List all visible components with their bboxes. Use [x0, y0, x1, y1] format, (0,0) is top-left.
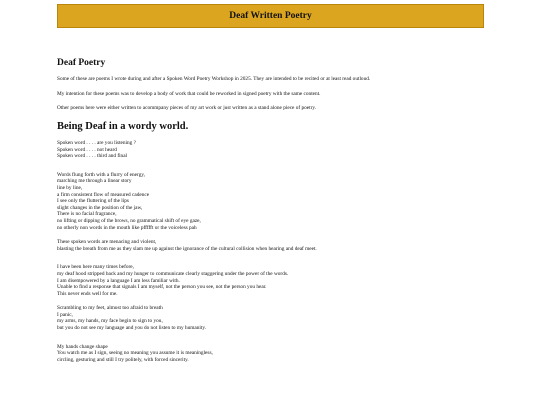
poem-line: slight changes in the position of the jaw,: [57, 204, 143, 211]
poem-line: Spoken word . . . . are you listening ?: [57, 140, 136, 146]
poem-line: but you do not see my language and you do not listen to my humanity.: [57, 325, 206, 332]
poem-stanza: [57, 344, 487, 364]
poem-line: This never ends well for me.: [57, 290, 118, 297]
intro-paragraph: My intention for these poems was to develop a body of work that could be reworked in signed poetry with the same content.: [57, 90, 321, 97]
poem-line: Words flung forth with a flurry of energy,: [57, 171, 145, 178]
main-content: [57, 58, 487, 371]
section-heading-deaf-poetry: Deaf Poetry: [57, 58, 106, 68]
poem-line: blasting the breath from me as they slam me up against the ignorance of the cultural collision when hearing and deaf meet.: [57, 245, 317, 252]
poem-stanza: [57, 264, 487, 297]
poem-stanza: [57, 172, 487, 231]
poem-line: My hands change shape: [57, 343, 108, 350]
intro-paragraph: Some of these are poems I wrote during and after a Spoken Word Poetry Workshop in 2025. They are intended to be recited or at least read outloud.: [57, 76, 371, 82]
poem-title: Being Deaf in a wordy world.: [57, 121, 189, 132]
poem-line: my arms, my hands, my face begin to sign to you,: [57, 318, 163, 325]
poem-line: I am disempowered by a language I am less familiar with.: [57, 277, 180, 284]
poem-stanza: [57, 239, 487, 252]
poem-line: These spoken words are menacing and violent,: [57, 239, 157, 246]
poem-line: a firm consistent flow of measured cadence: [57, 191, 150, 198]
page-header-banner: [57, 4, 484, 28]
poem-line: I panic,: [57, 311, 73, 318]
intro-paragraph: Other poems here were either written to acommpany pieces of my art work or just written as a stand alone piece of poetry.: [57, 105, 316, 111]
poem-line: I have been here many times before,: [57, 264, 134, 271]
poem-line: my deaf hood stripped back and my hunger to communicate clearly staggering under the power of the words.: [57, 270, 289, 277]
poem-line: Scrambling to my feet, almost too afraid to breath: [57, 305, 163, 312]
poem-line: no lifting or dipping of the brows, no grammatical shift of eye gaze,: [57, 217, 201, 224]
poem-line: Spoken word . . . . third and final: [57, 153, 128, 160]
poem-line: circling, gesturing and still I try politely, with forced sincerity.: [57, 356, 189, 363]
poem-line: line by line,: [57, 184, 83, 191]
poem-line: You watch me as I sign, seeing no meaning you assume it is meaningless,: [57, 350, 213, 357]
poem-line: I see only the fluttering of the lips: [57, 198, 129, 205]
poem-line: Unable to find a response that signals I am myself, not the person you see, not the person you hear.: [57, 284, 267, 291]
poem-stanza: [57, 140, 487, 160]
poem-line: There is no facial fragrance,: [57, 211, 117, 218]
poem-line: no otherly non words in the mouth like pffffft or the voiceless pah: [57, 224, 197, 231]
site-title: Deaf Written Poetry: [229, 11, 312, 21]
poem-stanza: [57, 305, 487, 331]
poem-line: marching me through a linear story: [57, 178, 132, 185]
poem-line: Spoken word . . . . not heard: [57, 146, 117, 153]
